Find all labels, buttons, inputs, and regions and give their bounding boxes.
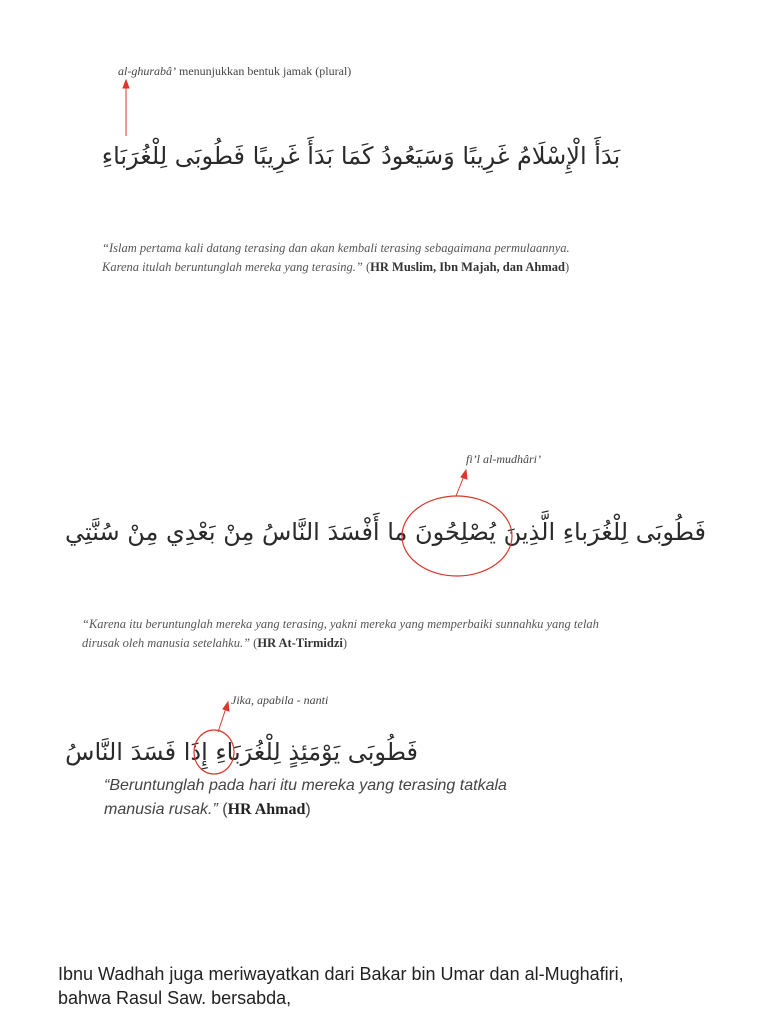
paragraph-line: Ibnu Wadhah juga meriwayatkan dari Bakar bin Umar dan al-Mughafiri, [58, 964, 624, 984]
hadith-source: HR Ahmad [227, 801, 306, 818]
hadith-translation-3 [104, 774, 604, 822]
translation-line: “Beruntunglah pada hari itu mereka yang terasing tatkala [104, 777, 507, 794]
body-paragraph [58, 962, 748, 1010]
paren: ( [250, 636, 258, 650]
annotation-arrow-line [218, 708, 226, 732]
paren: ( [217, 801, 228, 818]
translation-line: “Karena itu beruntunglah mereka yang terasing, yakni mereka yang memperbaiki sunnahku yang telah [82, 617, 599, 631]
annotation-text: menunjukkan bentuk jamak (plural) [176, 64, 352, 78]
paren: ( [362, 260, 371, 274]
translation-line: Karena itulah beruntunglah mereka yang terasing.” [102, 260, 363, 274]
hadith-arabic-1: بَدَأَ الْإِسْلَامُ غَرِيبًا وَسَيَعُودُ كَمَا بَدَأَ غَرِيبًا فَطُوبَى لِلْغُرَبَاءِ [101, 142, 621, 170]
paren: ) [305, 801, 311, 818]
translation-line: dirusak oleh manusia setelahku.” [82, 636, 251, 650]
hadith-arabic-2: فَطُوبَى لِلْغُرَباءِ الَّذِينَ يُصْلِحُونَ ما أَفْسَدَ النَّاسُ مِنْ بَعْدِي مِنْ سُنَّتِي [64, 518, 706, 546]
annotation-term: al-ghurabâ’ [118, 64, 176, 78]
annotation-arrow-line [456, 476, 464, 496]
hadith-source: HR At-Tirmidzi [257, 636, 343, 650]
annotation-arrow-head [223, 702, 229, 711]
hadith-translation-1 [102, 239, 662, 277]
hadith-translation-2 [82, 615, 702, 653]
translation-line: manusia rusak.” [104, 801, 218, 818]
paren: ) [342, 636, 348, 650]
hadith-arabic-3: فَطُوبَى يَوْمَئِذٍ لِلْغُرَبَاءِ إِذَا فَسَدَ النَّاسُ [65, 738, 418, 766]
paren: ) [565, 260, 570, 274]
annotation-arrow-head [461, 470, 467, 479]
hadith-source: HR Muslim, Ibn Majah, dan Ahmad [370, 260, 565, 274]
annotation-term: fi’l al-mudhâri’ [466, 452, 541, 466]
annotation-term: Jika, apabila - nanti [231, 693, 329, 707]
annotation-arrow-head [123, 80, 129, 88]
annotation-note-idza [231, 693, 328, 708]
paragraph-line: bahwa Rasul Saw. bersabda, [58, 988, 292, 1008]
translation-line: “Islam pertama kali datang terasing dan akan kembali terasing sebagaimana permulaannya. [102, 241, 570, 255]
annotation-note-mudhari [466, 452, 541, 467]
annotation-note-plural [118, 64, 351, 79]
